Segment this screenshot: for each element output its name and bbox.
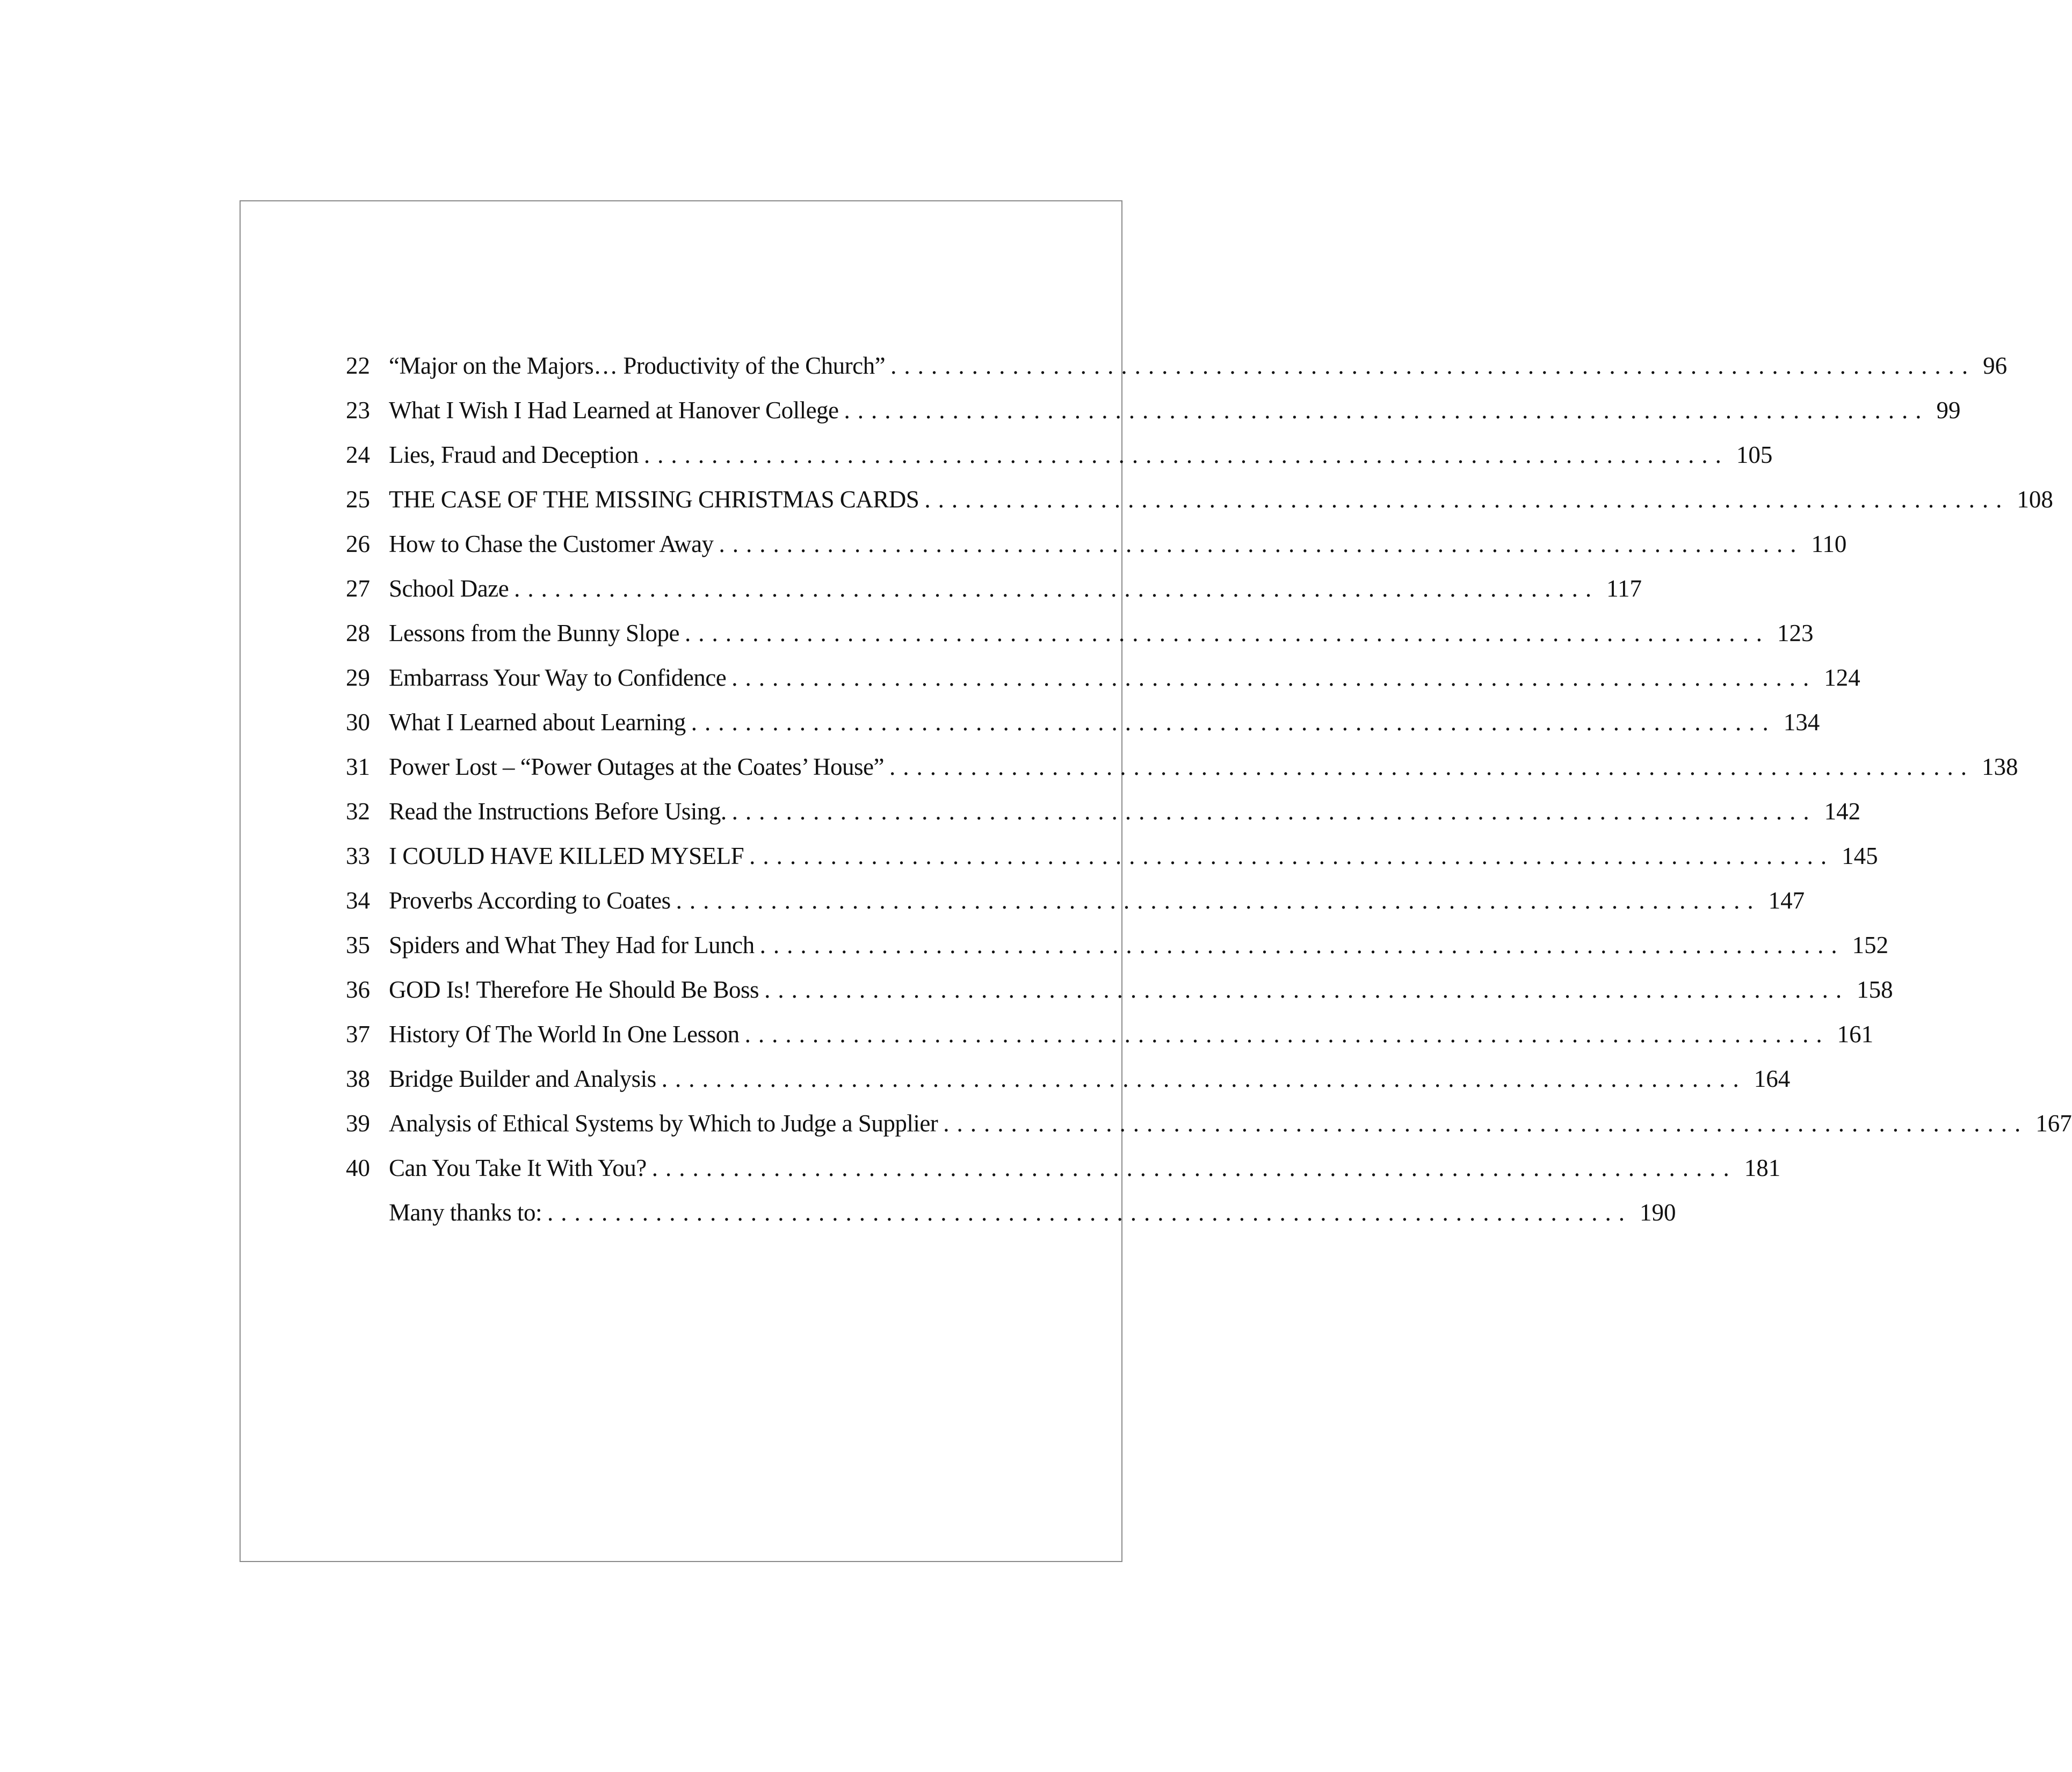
- toc-entry-page: 123: [1777, 620, 1814, 647]
- toc-leader-dots: ................................................................................: [749, 843, 1835, 869]
- toc-leader-dots: ................................................................................: [744, 1021, 1830, 1048]
- toc-entry: [346, 789, 1861, 834]
- toc-entry-title: Can You Take It With You?: [389, 1154, 647, 1181]
- toc-entry-title: Lies, Fraud and Deception: [389, 441, 639, 468]
- toc-entry-title: GOD Is! Therefore He Should Be Boss: [389, 976, 759, 1003]
- toc-leader-dots: ................................................................................: [924, 486, 2010, 513]
- toc-entry-number: 38: [346, 1065, 370, 1092]
- toc-leader-dots: ................................................................................: [764, 976, 1850, 1003]
- toc-entry-title: Many thanks to:: [389, 1199, 542, 1226]
- toc-entry-number: 28: [346, 620, 370, 647]
- toc-leader-dots: ................................................................................: [889, 753, 1974, 780]
- toc-entry: [346, 923, 1889, 968]
- toc-leader-dots: ................................................................................: [943, 1110, 2028, 1137]
- toc-entry-title: Read the Instructions Before Using.: [389, 798, 727, 825]
- toc-entry-title: School Daze: [389, 575, 509, 602]
- toc-entry-title: THE CASE OF THE MISSING CHRISTMAS CARDS: [389, 486, 919, 513]
- toc-entry: [346, 1190, 1676, 1235]
- toc-leader-dots: ................................................................................: [661, 1065, 1747, 1092]
- toc-entry-title: Lessons from the Bunny Slope: [389, 620, 679, 647]
- toc-entry-page: 105: [1736, 441, 1773, 468]
- toc-entry-number: 27: [346, 575, 370, 602]
- toc-entry: [346, 1146, 1781, 1190]
- toc-entry: [346, 344, 2008, 388]
- table-of-contents: [346, 344, 2072, 1235]
- toc-entry: [346, 878, 1805, 923]
- toc-entry: [346, 611, 1814, 656]
- toc-leader-dots: ................................................................................: [514, 575, 1599, 602]
- toc-leader-dots: ................................................................................: [719, 531, 1804, 557]
- toc-entry: [346, 1057, 1791, 1101]
- toc-entry-number: 40: [346, 1154, 370, 1181]
- toc-entry-title: I COULD HAVE KILLED MYSELF: [389, 843, 744, 869]
- toc-entry-number: 24: [346, 441, 370, 468]
- toc-entry-page: 145: [1842, 843, 1878, 869]
- toc-entry-number: 29: [346, 664, 370, 691]
- toc-entry-page: 181: [1744, 1154, 1781, 1181]
- toc-leader-dots: ................................................................................: [691, 709, 1776, 736]
- toc-entry-page: 158: [1857, 976, 1893, 1003]
- toc-entry-number: 30: [346, 709, 370, 736]
- toc-entry: [346, 477, 2053, 522]
- toc-entry-title: Bridge Builder and Analysis: [389, 1065, 656, 1092]
- toc-entry: [346, 1012, 1874, 1057]
- toc-entry: [346, 656, 1860, 700]
- toc-entry-page: 152: [1852, 932, 1889, 958]
- toc-leader-dots: ................................................................................: [643, 441, 1729, 468]
- toc-leader-dots: ................................................................................: [759, 932, 1845, 958]
- toc-entry-number: 35: [346, 932, 370, 958]
- toc-entry-number: 36: [346, 976, 370, 1003]
- toc-entry-page: 164: [1754, 1065, 1791, 1092]
- toc-entry-title: Analysis of Ethical Systems by Which to Judge a Supplier: [389, 1110, 938, 1137]
- toc-leader-dots: ................................................................................: [547, 1199, 1632, 1226]
- toc-entry-title: How to Chase the Customer Away: [389, 531, 714, 557]
- toc-entry-title: Spiders and What They Had for Lunch: [389, 932, 755, 958]
- toc-entry-page: 108: [2017, 486, 2053, 513]
- toc-entry-number: 25: [346, 486, 370, 513]
- toc-entry-page: 190: [1639, 1199, 1676, 1226]
- toc-entry-title: Power Lost – “Power Outages at the Coates’ House”: [389, 753, 884, 780]
- toc-entry-title: What I Wish I Had Learned at Hanover College: [389, 397, 839, 424]
- toc-entry: [346, 700, 1820, 745]
- toc-entry: [346, 522, 1847, 567]
- toc-leader-dots: ................................................................................: [684, 620, 1770, 647]
- toc-entry-number: 39: [346, 1110, 370, 1137]
- toc-entry-number: 32: [346, 798, 370, 825]
- toc-leader-dots: ................................................................................: [676, 887, 1761, 914]
- toc-entry-page: 161: [1837, 1021, 1874, 1048]
- toc-entry-page: 96: [1983, 352, 2008, 379]
- toc-leader-dots: ................................................................................: [731, 798, 1817, 825]
- toc-entry-title: What I Learned about Learning: [389, 709, 686, 736]
- toc-entry-title: Proverbs According to Coates: [389, 887, 671, 914]
- toc-entry-title: Embarrass Your Way to Confidence: [389, 664, 727, 691]
- toc-entry-page: 167: [2035, 1110, 2072, 1137]
- toc-leader-dots: ................................................................................: [651, 1154, 1737, 1181]
- toc-entry: [346, 388, 1961, 433]
- toc-entry-number: 22: [346, 352, 370, 379]
- toc-entry-page: 110: [1811, 531, 1847, 557]
- toc-entry-title: “Major on the Majors… Productivity of the Church”: [389, 352, 886, 379]
- toc-leader-dots: ................................................................................: [890, 352, 1976, 379]
- toc-leader-dots: ................................................................................: [731, 664, 1817, 691]
- toc-entry-number: 31: [346, 753, 370, 780]
- toc-entry: [346, 968, 1893, 1012]
- toc-entry-page: 138: [1981, 753, 2018, 780]
- toc-entry: [346, 745, 2018, 789]
- toc-entry-number: 37: [346, 1021, 370, 1048]
- toc-entry-number: 23: [346, 397, 370, 424]
- toc-leader-dots: ................................................................................: [844, 397, 1929, 424]
- toc-entry-number: 34: [346, 887, 370, 914]
- toc-entry: [346, 834, 1878, 878]
- toc-entry-number: 26: [346, 531, 370, 557]
- toc-entry-page: 147: [1768, 887, 1805, 914]
- toc-entry-title: History Of The World In One Lesson: [389, 1021, 740, 1048]
- toc-entry-page: 134: [1783, 709, 1820, 736]
- toc-entry-page: 99: [1936, 397, 1961, 424]
- toc-entry-page: 142: [1824, 798, 1861, 825]
- toc-entry-number: 33: [346, 843, 370, 869]
- toc-entry-page: 117: [1606, 575, 1642, 602]
- toc-entry: [346, 1101, 2072, 1146]
- toc-entry-page: 124: [1824, 664, 1860, 691]
- toc-entry: [346, 567, 1642, 611]
- toc-entry: [346, 433, 1773, 477]
